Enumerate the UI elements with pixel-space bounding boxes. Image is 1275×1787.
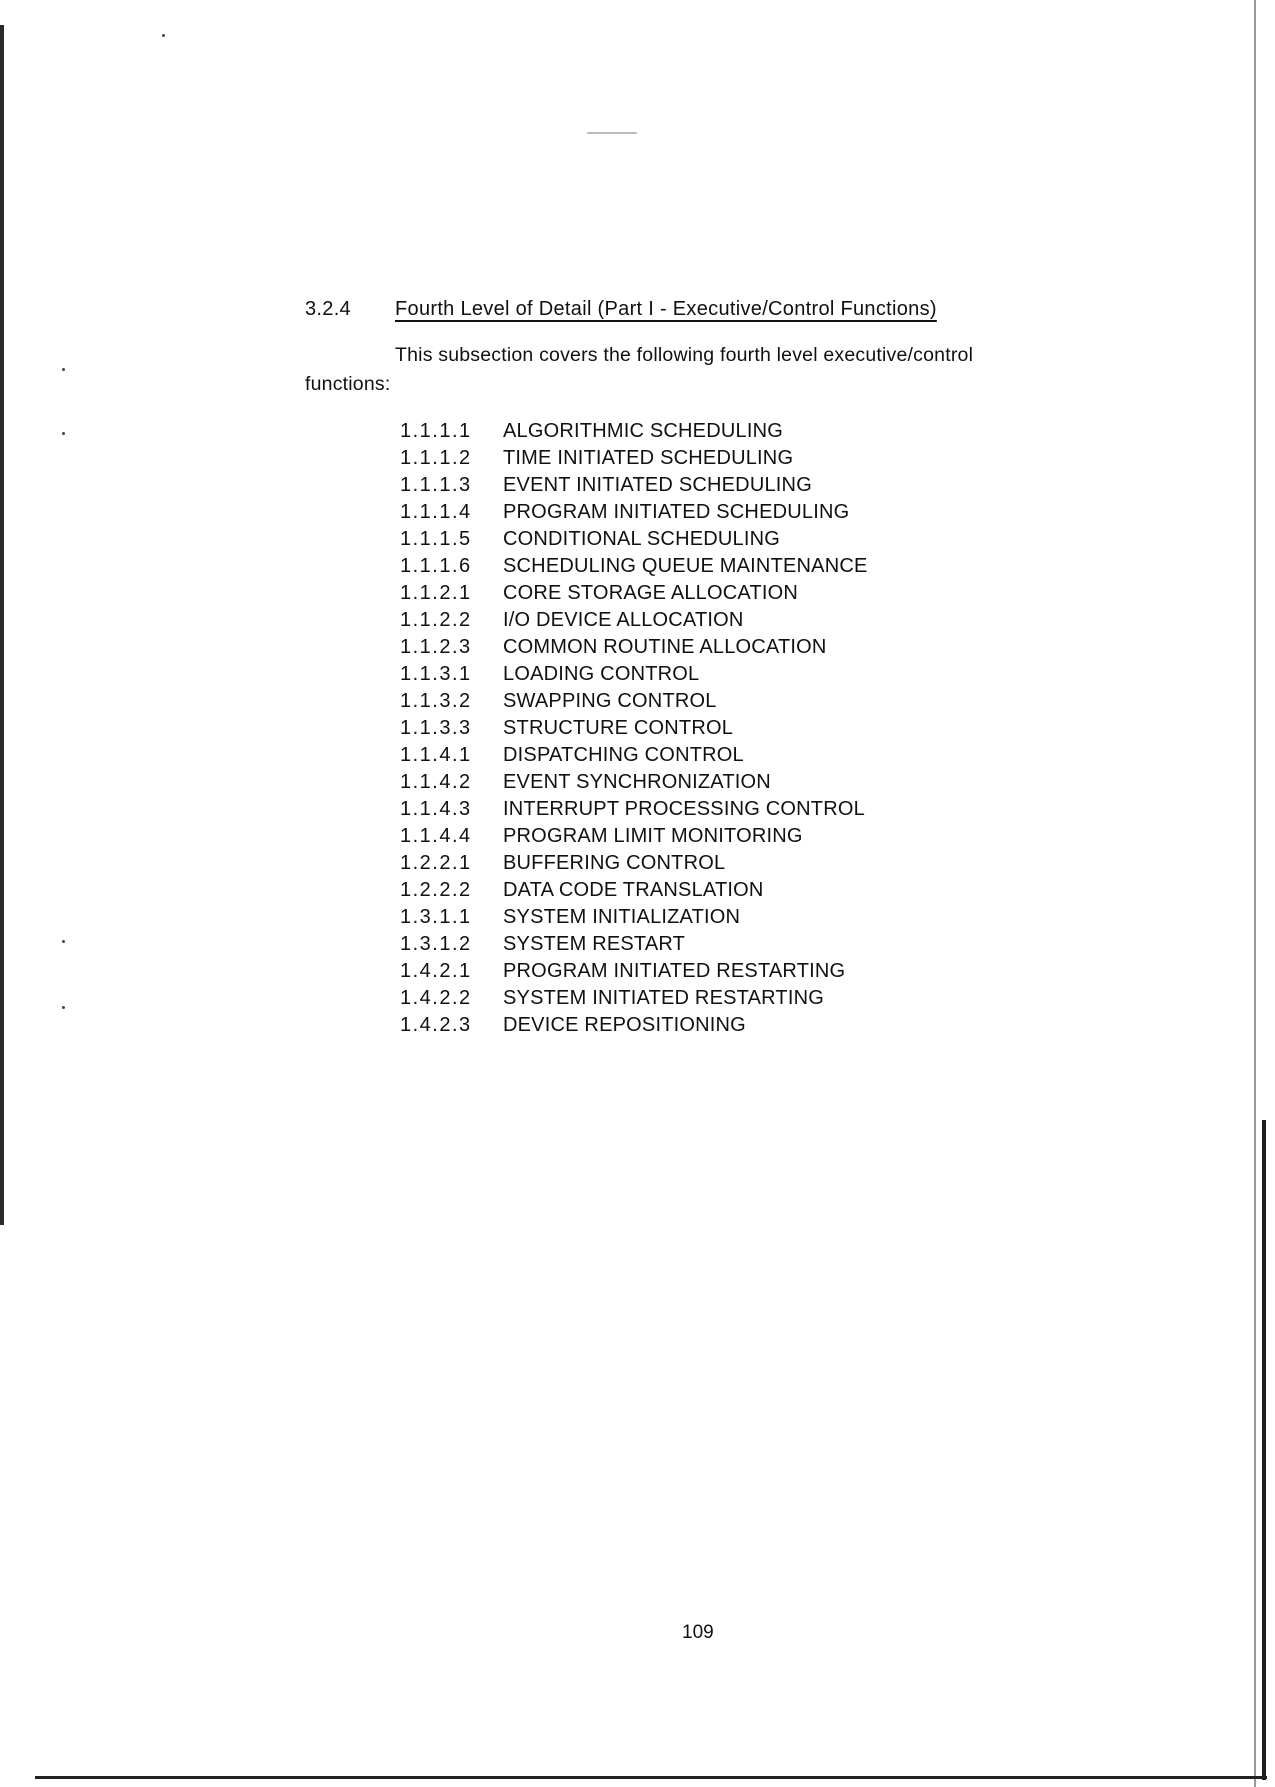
scan-speck xyxy=(62,1006,65,1009)
function-code: 1.1.1.1 xyxy=(400,420,472,442)
function-code: 1.1.1.2 xyxy=(400,447,472,469)
list-item xyxy=(400,472,868,499)
function-code: 1.2.2.2 xyxy=(400,879,472,901)
list-item xyxy=(400,904,868,931)
function-code: 1.1.4.3 xyxy=(400,798,472,820)
list-item xyxy=(400,850,868,877)
list-item xyxy=(400,445,868,472)
function-name: CORE STORAGE ALLOCATION xyxy=(503,582,799,604)
function-code: 1.1.2.2 xyxy=(400,609,472,631)
function-code: 1.3.1.1 xyxy=(400,906,472,928)
function-code: 1.1.1.3 xyxy=(400,474,472,496)
function-code: 1.3.1.2 xyxy=(400,933,472,955)
function-code: 1.1.2.1 xyxy=(400,582,472,604)
function-code: 1.1.4.1 xyxy=(400,744,472,766)
function-name: BUFFERING CONTROL xyxy=(503,852,726,874)
function-name: EVENT INITIATED SCHEDULING xyxy=(503,474,812,496)
list-item xyxy=(400,499,868,526)
function-name: SCHEDULING QUEUE MAINTENANCE xyxy=(503,555,868,577)
list-item xyxy=(400,661,868,688)
intro-text-line-1: This subsection covers the following fourth level executive/control xyxy=(395,344,974,366)
function-name: COMMON ROUTINE ALLOCATION xyxy=(503,636,827,658)
list-item xyxy=(400,634,868,661)
scan-speck xyxy=(62,940,65,943)
function-name: SYSTEM RESTART xyxy=(503,933,686,955)
function-code: 1.1.3.3 xyxy=(400,717,472,739)
function-code: 1.1.2.3 xyxy=(400,636,472,658)
list-item xyxy=(400,688,868,715)
function-name: LOADING CONTROL xyxy=(503,663,700,685)
function-code: 1.1.1.4 xyxy=(400,501,472,523)
list-item xyxy=(400,958,868,985)
function-name: PROGRAM INITIATED RESTARTING xyxy=(503,960,846,982)
list-item xyxy=(400,796,868,823)
list-item xyxy=(400,985,868,1012)
scan-speck xyxy=(62,432,65,435)
scan-speck xyxy=(62,368,65,371)
list-item xyxy=(400,580,868,607)
function-name: SYSTEM INITIATED RESTARTING xyxy=(503,987,824,1009)
function-name: STRUCTURE CONTROL xyxy=(503,717,734,739)
function-code: 1.2.2.1 xyxy=(400,852,472,874)
function-name: SYSTEM INITIALIZATION xyxy=(503,906,741,928)
list-item xyxy=(400,769,868,796)
function-name: PROGRAM INITIATED SCHEDULING xyxy=(503,501,850,523)
function-code: 1.1.4.4 xyxy=(400,825,472,847)
scan-smudge xyxy=(587,132,637,134)
list-item xyxy=(400,418,868,445)
function-name: DATA CODE TRANSLATION xyxy=(503,879,764,901)
function-name: TIME INITIATED SCHEDULING xyxy=(503,447,794,469)
function-list xyxy=(400,418,868,1039)
scan-edge-left xyxy=(0,25,4,1225)
function-name: I/O DEVICE ALLOCATION xyxy=(503,609,744,631)
list-item xyxy=(400,553,868,580)
function-code: 1.1.1.6 xyxy=(400,555,472,577)
function-name: ALGORITHMIC SCHEDULING xyxy=(503,420,783,442)
function-name: SWAPPING CONTROL xyxy=(503,690,717,712)
function-code: 1.1.3.1 xyxy=(400,663,472,685)
intro-text-line-2: functions: xyxy=(305,373,391,395)
function-code: 1.4.2.3 xyxy=(400,1014,472,1036)
list-item xyxy=(400,823,868,850)
function-name: DISPATCHING CONTROL xyxy=(503,744,744,766)
list-item xyxy=(400,931,868,958)
function-code: 1.1.3.2 xyxy=(400,690,472,712)
list-item xyxy=(400,1012,868,1039)
function-code: 1.1.4.2 xyxy=(400,771,472,793)
scan-speck xyxy=(162,34,165,37)
section-number: 3.2.4 xyxy=(305,298,351,320)
page-number: 109 xyxy=(682,1622,714,1643)
function-code: 1.1.1.5 xyxy=(400,528,472,550)
section-title: Fourth Level of Detail (Part I - Executive/Control Functions) xyxy=(395,298,937,320)
scan-edge-right-shadow xyxy=(1262,1120,1266,1780)
function-name: INTERRUPT PROCESSING CONTROL xyxy=(503,798,865,820)
list-item xyxy=(400,526,868,553)
function-code: 1.4.2.1 xyxy=(400,960,472,982)
function-name: DEVICE REPOSITIONING xyxy=(503,1014,746,1036)
list-item xyxy=(400,742,868,769)
function-code: 1.4.2.2 xyxy=(400,987,472,1009)
scan-edge-bottom xyxy=(35,1776,1267,1779)
list-item xyxy=(400,607,868,634)
list-item xyxy=(400,877,868,904)
function-name: CONDITIONAL SCHEDULING xyxy=(503,528,781,550)
function-name: PROGRAM LIMIT MONITORING xyxy=(503,825,803,847)
list-item xyxy=(400,715,868,742)
section-heading xyxy=(305,298,937,321)
function-name: EVENT SYNCHRONIZATION xyxy=(503,771,771,793)
scan-edge-right xyxy=(1254,0,1256,1787)
